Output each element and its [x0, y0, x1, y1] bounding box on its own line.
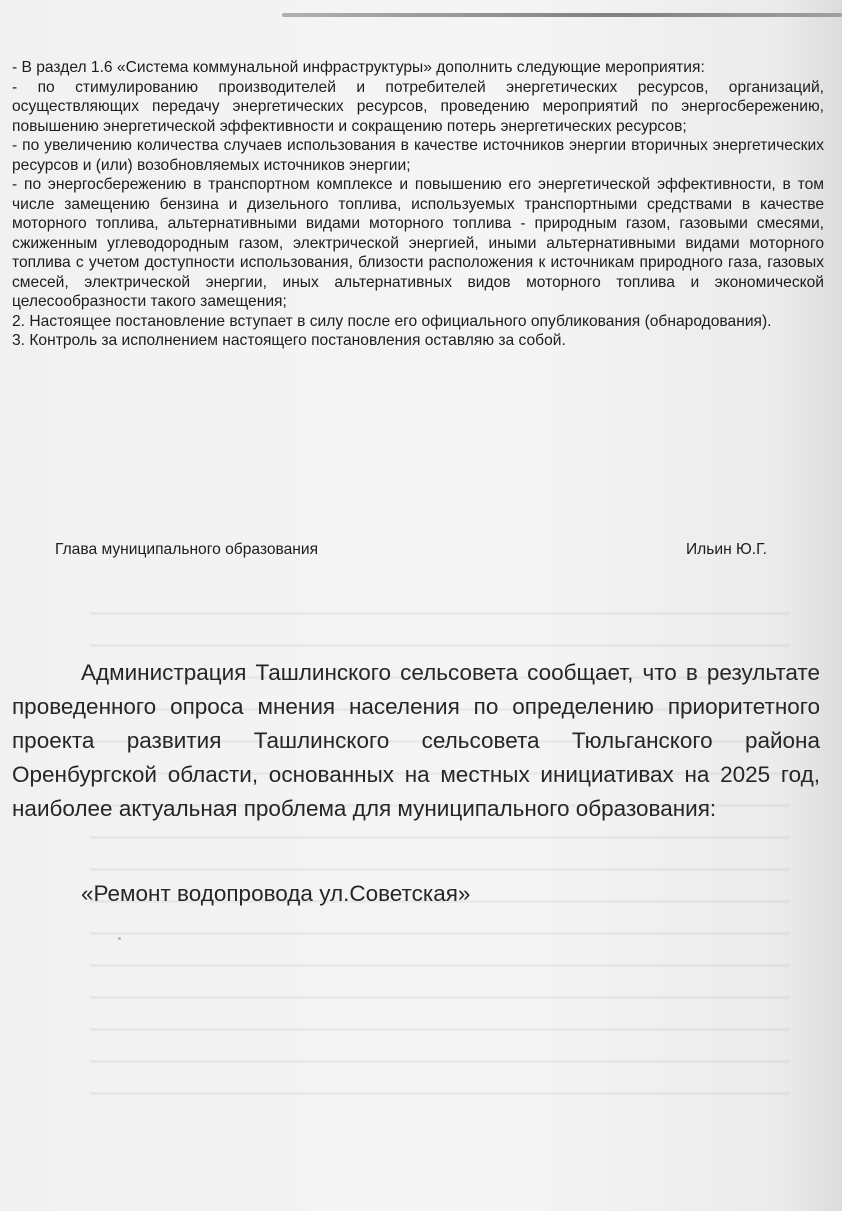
- scan-edge-shadow: [282, 13, 842, 17]
- item-secondary-resources: - по увеличению количества случаев использования в качестве источников энергии вторичных энергетических ресурсов и (или) возобновляемых источников энергии;: [12, 137, 824, 174]
- resolution-text: [12, 58, 824, 351]
- item-stimulation: - по стимулированию производителей и потребителей энергетических ресурсов, организаций, осуществляющих передачу энергетических ресурсов, проведению мероприятий по энергосбережению, повышению энергетической эффективности и сокращению потерь энергетических ресурсов;: [12, 78, 824, 135]
- item-transport: - по энергосбережению в транспортном комплексе и повышению его энергетической эффективности, в том числе замещению бензина и дизельного топлива, используемых транспортными средствами в качестве моторного топлива, альтернативными видами моторного топлива - природным газом, газовыми смесями, сжиженным углеводородным газом, электрической энергией, иными альтернативными видами моторного топлива с учетом доступности использования, близости расположения к источникам природного газа, газовых смесей, электрической энергии, иных альтернативных видов моторного топлива и экономической целесообразности такого замещения;: [12, 176, 824, 310]
- item-section-1-6: - В раздел 1.6 «Система коммунальной инфраструктуры» дополнить следующие мероприятия:: [12, 59, 705, 76]
- announcement: [12, 656, 820, 826]
- announcement-text: Администрация Ташлинского сельсовета сообщает, что в результате проведенного опроса мнения населения по определению приоритетного проекта развития Ташлинского сельсовета Тюльганского района Оренбургской области, основанных на местных инициативах на 2025 год, наиболее актуальная проблема для муниципального образования:: [12, 660, 820, 821]
- signature-name: Ильин Ю.Г.: [685, 541, 767, 558]
- priority-project: «Ремонт водопровода ул.Советская»: [81, 881, 471, 906]
- item-entry-into-force: 2. Настоящее постановление вступает в силу после его официального опубликования (обнародования).: [12, 312, 772, 330]
- signature-line: [55, 540, 767, 559]
- item-control: 3. Контроль за исполнением настоящего постановления оставляю за собой.: [12, 332, 566, 349]
- signature-title: Глава муниципального образования: [55, 541, 319, 558]
- scan-speck: [118, 937, 121, 940]
